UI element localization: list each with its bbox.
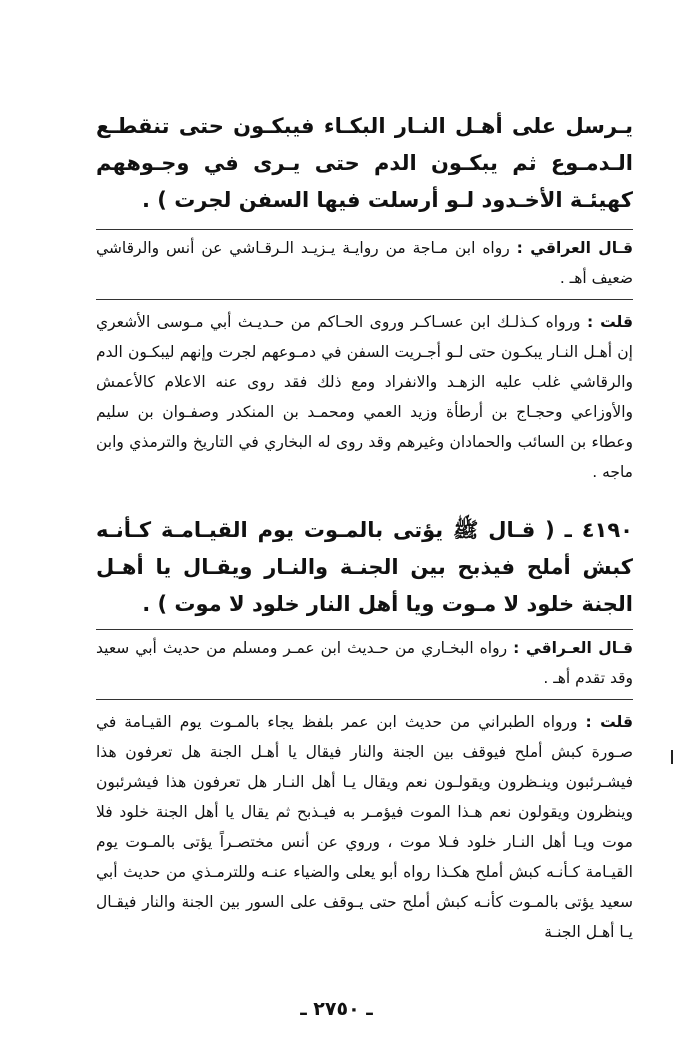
section-divider <box>96 229 633 230</box>
qult-note-text: ورواه الطبراني من حديث ابن عمر بلفظ يجاء بالمـوت يوم القيـامة في صـورة كبش أملح فيوقف بين الجنة والنار فيقال يا أهـل الجنة هل تعرفون هذا فيشـرئبون وينـظرون ويقولـون نعم ويقال يـا أهل النـار هل تعرفون هذا فيشرئبون وينظرون ويقولون نعم هـذا الموت فيؤمـر به فيـذبح ثم يقال يا أهل الجنة خلود فلا موت ويـا أهل النـار خلود فـلا موت ، وروي عن أنس مختصـراً يؤتى بالمـوت يوم القيـامة كـأنـه كبش أملح هكـذا رواه أبو يعلى والضياء عنـه وللترمـذي من حديث أبي سعيد يؤتى بالمـوت كأنـه كبش أملح حتى يـوقف على السور بين الجنة والنار فيقـال يـا أهـل الجنـة <box>96 713 633 941</box>
section-divider <box>96 299 633 300</box>
qult-note-2 <box>96 707 633 947</box>
hadith-4190 <box>96 512 633 623</box>
iraqi-commentary-2 <box>96 633 633 693</box>
qult-label: قلت : <box>587 313 633 331</box>
hadith-continuation-text: يـرسل على أهـل النـار البكـاء فيبكـون حتى تنقطـع الـدمـوع ثم يبكـون الدم حتى يـرى في وجـوههم كهيئـة الأخـدود لـو أرسلت فيها السفن لجرت ) . <box>96 114 633 212</box>
hadith-continuation <box>96 108 633 219</box>
iraqi-label: قـال العـراقي : <box>513 639 633 657</box>
qult-label: قلت : <box>585 713 633 731</box>
section-divider <box>96 629 633 630</box>
iraqi-commentary-1 <box>96 233 633 293</box>
hadith-number: ٤١٩٠ ـ <box>564 518 634 542</box>
section-divider <box>96 699 633 700</box>
iraqi-label: قـال العراقي : <box>516 239 633 257</box>
hadith-4190-text: ( قـال ﷺ يؤتى بالمـوت يوم القيـامـة كـأنـه كبش أملح فيذبح بين الجنـة والنـار ويقـال يا أهـل الجنة خلود لا مـوت ويا أهل النار خلود لا موت ) . <box>96 518 633 616</box>
qult-note-1 <box>96 307 633 487</box>
page-number: ـ ٢٧٥٠ ـ <box>300 998 373 1020</box>
qult-note-text: ورواه كـذلـك ابن عسـاكـر وروى الحـاكم من حـديـث أبي مـوسى الأشعري إن أهـل النـار يبكـون حتى لـو أجـريت السفن في دمـوعهم لجرت وإنهم ليبكـون الدم والرقاشي غلب عليه الزهـد والانفراد ومع ذلك فقد روى عنه الاعلام كالأعمش والأوزاعي وحجـاج بن أرطأة وزيد العمي ومحمـد بن المنكدر وصفـوان بن سليم وعطاء بن السائب والحمادان وغيرهم وقد روى له البخاري في التاريخ والترمذي وابن ماجه . <box>96 313 633 481</box>
iraqi-commentary-text: رواه ابن مـاجة من روايـة يـزيـد الـرقـاشي عن أنس والرقاشي ضعيف أهـ . <box>96 239 633 287</box>
iraqi-commentary-text: رواه البخـاري من حـديث ابن عمـر ومسلم من حديث أبي سعيد وقد تقدم أهـ . <box>96 639 633 687</box>
